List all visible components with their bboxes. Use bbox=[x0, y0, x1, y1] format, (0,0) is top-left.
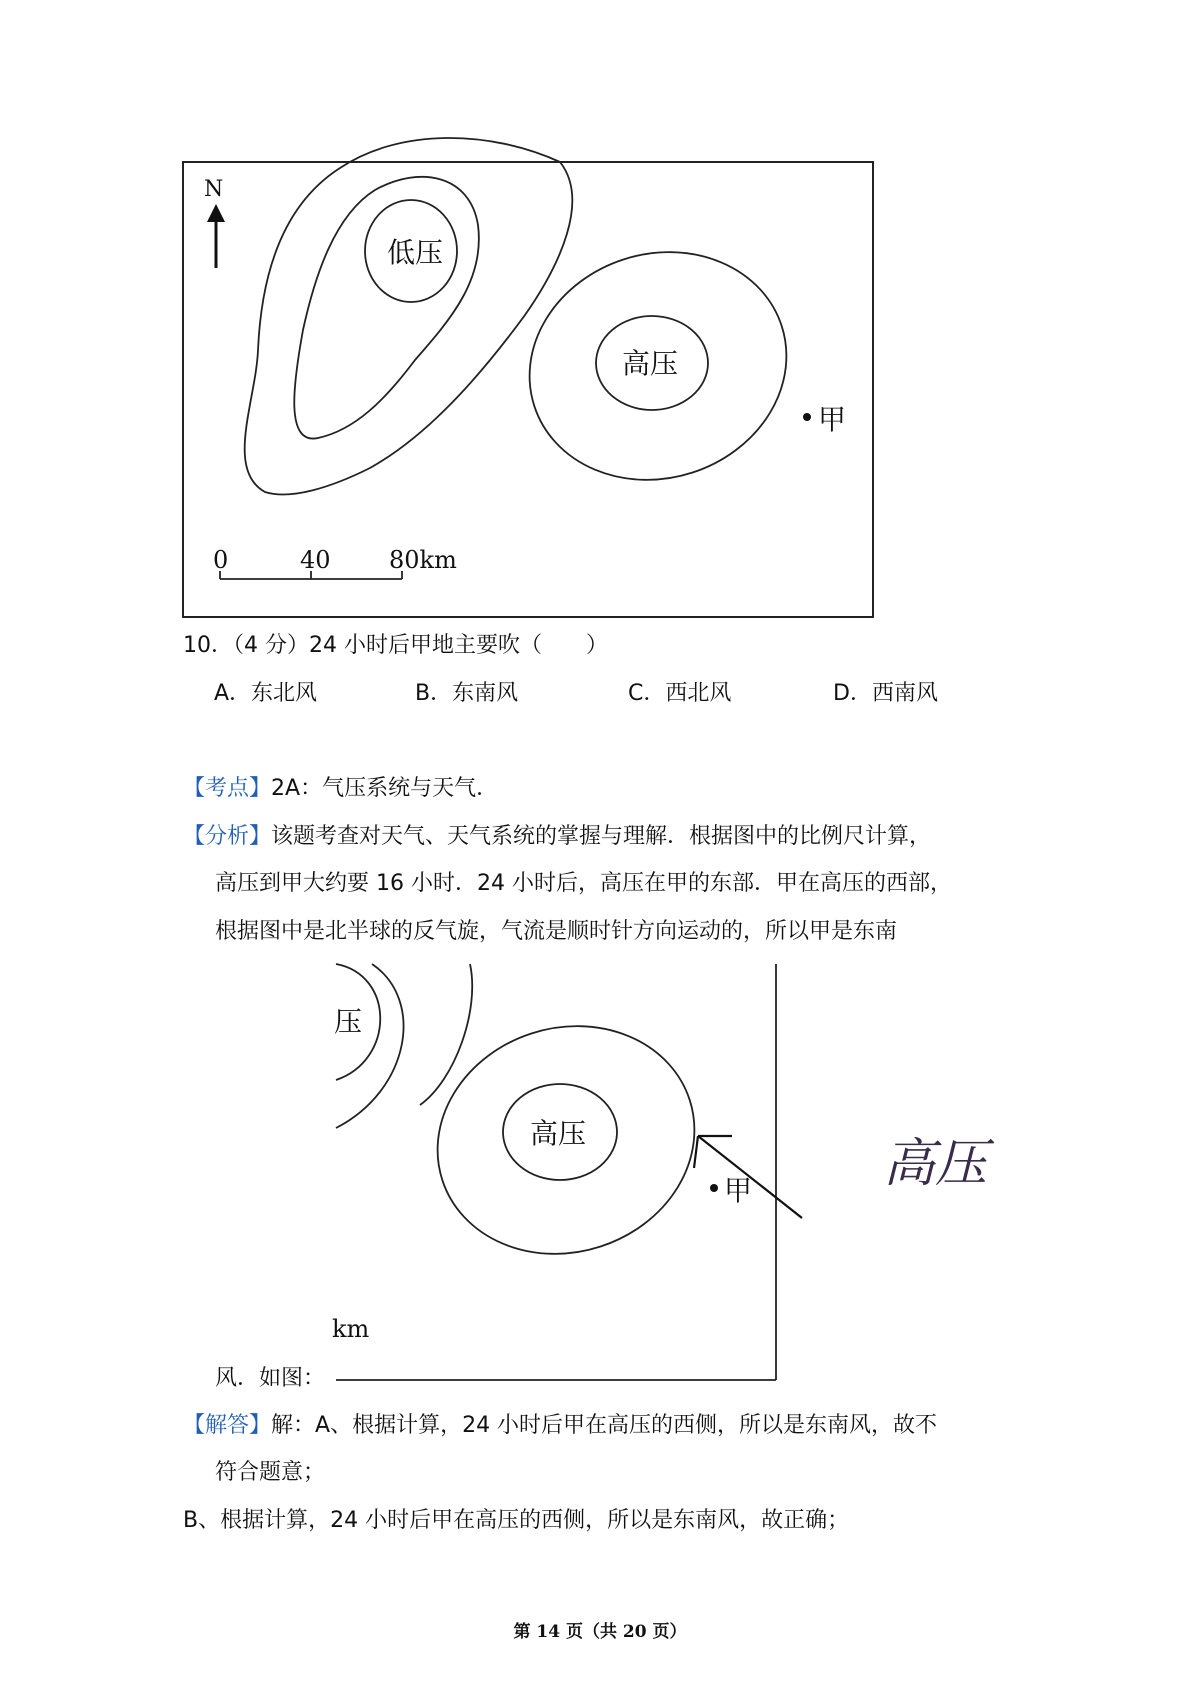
jieda-tag: 【解答】 bbox=[183, 1413, 272, 1438]
fenxi-line-2: 高压到甲大约要 16 小时．24 小时后，高压在甲的东部．甲在高压的西部， bbox=[215, 871, 952, 896]
low-outer-isobar bbox=[245, 138, 573, 495]
scale-tick-0: 0 bbox=[213, 546, 229, 574]
north-arrow-icon bbox=[207, 204, 225, 268]
option-c: C．西北风 bbox=[628, 681, 732, 706]
fenxi-line-4: 风．如图： bbox=[215, 1366, 326, 1391]
fenxi-line-1 bbox=[183, 822, 931, 852]
pressure-map bbox=[0, 0, 1200, 640]
point-jia-label: 甲 bbox=[818, 403, 847, 436]
partial-km-label: km bbox=[332, 1315, 370, 1343]
partial-low-label: 压 bbox=[334, 1005, 363, 1038]
page-footer: 第 14 页（共 20 页） bbox=[513, 1622, 687, 1642]
option-a: A．东北风 bbox=[214, 681, 318, 706]
low-middle-isobar bbox=[294, 177, 479, 439]
jieda-text-1: 解：A、根据计算，24 小时后甲在高压的西侧，所以是东南风，故不 bbox=[271, 1413, 938, 1438]
option-d: D．西南风 bbox=[833, 681, 938, 706]
fenxi-line-3: 根据图中是北半球的反气旋，气流是顺时针方向运动的，所以甲是东南 bbox=[215, 919, 898, 944]
kaodian-tag: 【考点】 bbox=[183, 776, 272, 801]
map2-high-label: 高压 bbox=[530, 1117, 587, 1150]
map2-point-jia-label: 甲 bbox=[724, 1174, 753, 1207]
big-high-label: 高压 bbox=[883, 1134, 988, 1194]
kaodian-line bbox=[183, 774, 498, 804]
map-frame bbox=[183, 162, 873, 617]
high-label: 高压 bbox=[622, 347, 679, 380]
map2-point-jia-dot bbox=[710, 1184, 718, 1192]
options-row bbox=[214, 679, 1014, 709]
partial-low-isobar-2 bbox=[336, 964, 404, 1128]
partial-low-isobar-3 bbox=[420, 964, 472, 1105]
fenxi-tag: 【分析】 bbox=[183, 824, 272, 849]
low-label: 低压 bbox=[387, 236, 444, 269]
question-stem: 10．（4 分）24 小时后甲地主要吹（ ） bbox=[183, 633, 608, 658]
fenxi-text-1: 该题考查对天气、天气系统的掌握与理解．根据图中的比例尺计算， bbox=[271, 824, 932, 849]
scale-tick-40: 40 bbox=[300, 546, 331, 574]
north-label: N bbox=[204, 177, 224, 202]
option-b: B．东南风 bbox=[415, 681, 519, 706]
wind-direction-map bbox=[0, 950, 1200, 1390]
jieda-line-2: 符合题意； bbox=[215, 1460, 326, 1485]
jieda-line-3: B、根据计算，24 小时后甲在高压的西侧，所以是东南风，故正确； bbox=[183, 1508, 850, 1533]
scale-tick-80: 80km bbox=[389, 546, 457, 574]
jieda-line-1 bbox=[183, 1411, 937, 1441]
kaodian-text: 2A：气压系统与天气． bbox=[271, 776, 499, 801]
point-jia-dot bbox=[803, 413, 811, 421]
